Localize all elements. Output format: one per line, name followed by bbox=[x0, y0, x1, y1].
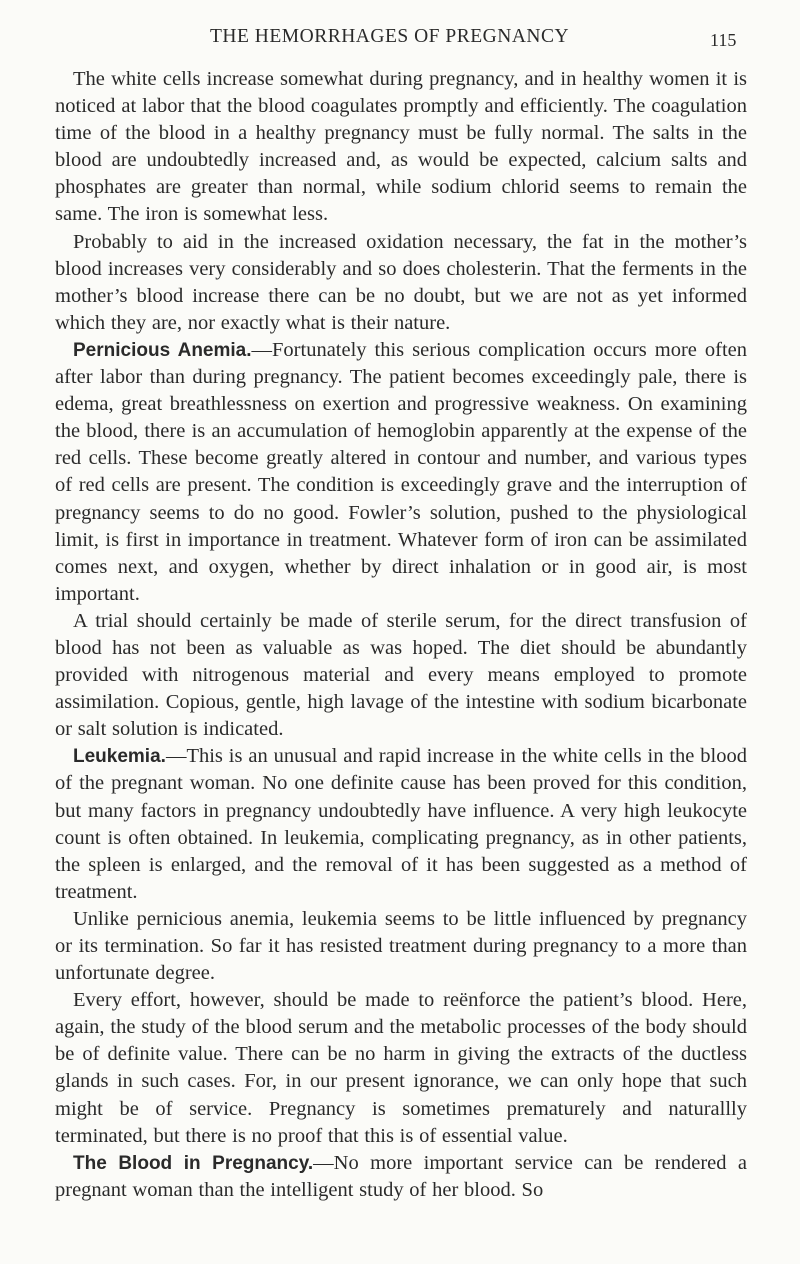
section-heading-blood-in-pregnancy: The Blood in Pregnancy. bbox=[73, 1152, 314, 1174]
paragraph-text: The white cells increase somewhat during pregnancy, and in healthy women it is noticed at labor that the blood coagulates promptly and efficiently. The coagulation time of the blood in a healthy pregnancy must be fully normal. The salts in the blood are undoubtedly increased and, as would be expected, calcium salts and phosphates are greater than normal, while sodium chlorid seems to remain the same. The iron is somewhat less. bbox=[55, 68, 747, 226]
paragraph-text: Every effort, however, should be made to reënforce the patient’s blood. Here, again, the study of the blood serum and the metabolic processes of the body should be of definite value. There can be no harm in giving the extracts of the ductless glands in such cases. For, in our present ignorance, we can only hope that such might be of service. Pregnancy is sometimes prematurely and naturallly terminated, but there is no proof that this is of essential value. bbox=[55, 989, 747, 1147]
paragraph-text: —Fortunately this serious complication occurs more often after labor than during pregnancy. The patient becomes exceedingly pale, there is edema, great breathlessness on exertion and progressive weakness. On examining the blood, there is an accumulation of hemoglobin apparently at the expense of the red cells. These become greatly altered in contour and number, and various types of red cells are present. The condition is exceedingly grave and the interruption of pregnancy seems to do no good. Fowler’s solution, pushed to the physiological limit, is first in importance in treatment. Whatever form of iron can be assimilated comes next, and oxygen, whether by direct inhalation or in good air, is most important. bbox=[55, 338, 748, 605]
paragraph bbox=[55, 66, 747, 229]
paragraph bbox=[55, 987, 747, 1150]
paragraph bbox=[55, 337, 747, 608]
paragraph-text: A trial should certainly be made of sterile serum, for the direct transfusion of blood has not been as valuable as was hoped. The diet should be abundantly provided with nitrogenous material and every means employed to promote assimilation. Copious, gentle, high lavage of the intestine with sodium bicarbonate or salt solution is indicated. bbox=[55, 609, 747, 741]
section-heading-pernicious-anemia: Pernicious Anemia. bbox=[73, 339, 252, 361]
paragraph bbox=[55, 743, 747, 906]
paragraph bbox=[55, 1150, 747, 1204]
paragraph-text: Probably to aid in the increased oxidation necessary, the fat in the mother’s blood increases very considerably and so does cholesterin. That the ferments in the mother’s blood increase there can be no doubt, but we are not as yet informed which they are, nor exactly what is their nature. bbox=[55, 230, 747, 334]
paragraph-text: Unlike pernicious anemia, leukemia seems to be little influenced by pregnancy or its termination. So far it has resisted treatment during pregnancy to a more than unfortunate degree. bbox=[55, 907, 747, 985]
paragraph-text: —This is an unusual and rapid increase in the white cells in the blood of the pregnant woman. No one definite cause has been proved for this condition, but many factors in pregnancy undoubtedly have influence. A very high leukocyte count is often obtained. In leukemia, complicating pregnancy, as in other patients, the spleen is enlarged, and the removal of it has been suggested as a method of treatment. bbox=[55, 745, 747, 903]
paragraph bbox=[55, 608, 747, 743]
running-head bbox=[0, 26, 800, 56]
paragraph bbox=[55, 906, 747, 987]
paragraph-text: —No more important service can be rendered a pregnant woman than the intelligent study of her blood. So bbox=[55, 1151, 747, 1201]
running-head-title: THE HEMORRHAGES OF PREGNANCY bbox=[210, 26, 570, 47]
paragraph bbox=[55, 229, 747, 337]
page-number: 115 bbox=[710, 30, 737, 50]
section-heading-leukemia: Leukemia. bbox=[73, 746, 166, 768]
body-text bbox=[55, 66, 747, 1204]
